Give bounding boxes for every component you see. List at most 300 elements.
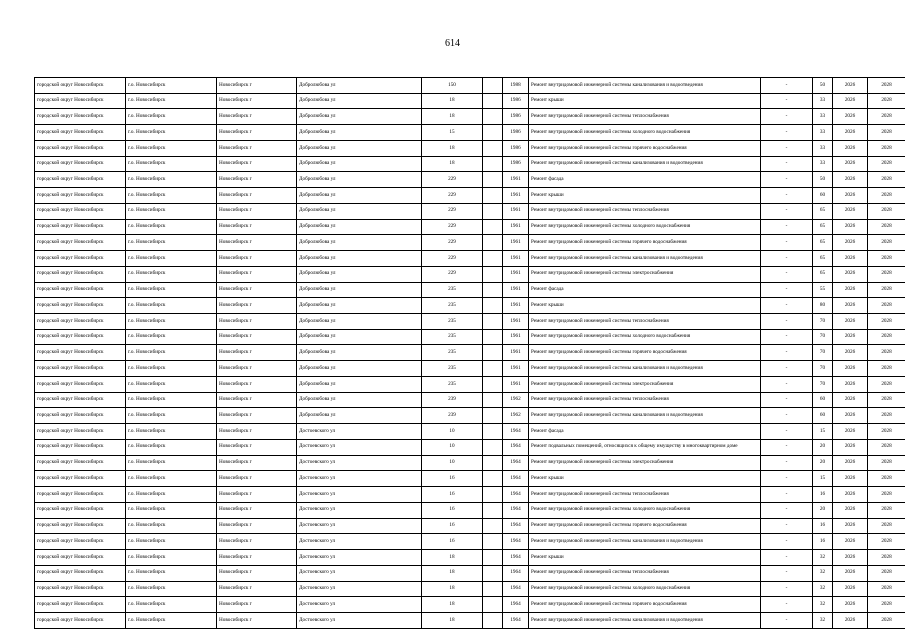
municipality-cell: городской округ Новосибирск (35, 439, 126, 455)
end-year-cell: 2028 (868, 471, 905, 487)
district-cell: г.о. Новосибирск (126, 235, 217, 251)
table-row (35, 392, 905, 408)
end-year-cell: 2028 (868, 550, 905, 566)
municipality-cell: городской округ Новосибирск (35, 235, 126, 251)
district-cell: г.о. Новосибирск (126, 597, 217, 613)
house-number-cell: 18 (422, 612, 483, 628)
year-cell: 1961 (503, 298, 529, 314)
city-cell: Новосибирск г (217, 487, 297, 503)
district-cell: г.о. Новосибирск (126, 502, 217, 518)
municipality-cell: городской округ Новосибирск (35, 361, 126, 377)
house-number-cell: 18 (422, 140, 483, 156)
area-cell: 70 (813, 376, 833, 392)
start-year-cell: 2026 (833, 329, 868, 345)
house-number-cell: 229 (422, 251, 483, 267)
building-cell (483, 329, 503, 345)
city-cell: Новосибирск г (217, 376, 297, 392)
year-cell: 1964 (503, 612, 529, 628)
start-year-cell: 2026 (833, 376, 868, 392)
table-row (35, 581, 905, 597)
municipality-cell: городской округ Новосибирск (35, 455, 126, 471)
start-year-cell: 2026 (833, 109, 868, 125)
city-cell: Новосибирск г (217, 502, 297, 518)
house-number-cell: 235 (422, 298, 483, 314)
end-year-cell: 2028 (868, 93, 905, 109)
start-year-cell: 2026 (833, 251, 868, 267)
start-year-cell: 2026 (833, 502, 868, 518)
table-row (35, 109, 905, 125)
building-cell (483, 424, 503, 440)
district-cell: г.о. Новосибирск (126, 392, 217, 408)
district-cell: г.о. Новосибирск (126, 172, 217, 188)
mark-cell: - (761, 361, 813, 377)
district-cell: г.о. Новосибирск (126, 487, 217, 503)
municipality-cell: городской округ Новосибирск (35, 345, 126, 361)
building-cell (483, 392, 503, 408)
work-type-cell: Ремонт подвальных помещений, относящихся к общему имуществу в многоквартирном доме (529, 439, 761, 455)
work-type-cell: Ремонт внутридомовой инженерной системы холодного водоснабжения (529, 125, 761, 141)
start-year-cell: 2026 (833, 298, 868, 314)
work-type-cell: Ремонт внутридомовой инженерной системы канализования и водоотведения (529, 78, 761, 94)
start-year-cell: 2026 (833, 266, 868, 282)
house-number-cell: 229 (422, 235, 483, 251)
city-cell: Новосибирск г (217, 219, 297, 235)
house-number-cell: 16 (422, 471, 483, 487)
start-year-cell: 2026 (833, 361, 868, 377)
building-cell (483, 140, 503, 156)
street-cell: Добролюбова ул (297, 172, 422, 188)
district-cell: г.о. Новосибирск (126, 455, 217, 471)
table-row (35, 612, 905, 628)
district-cell: г.о. Новосибирск (126, 109, 217, 125)
year-cell: 1961 (503, 329, 529, 345)
mark-cell: - (761, 565, 813, 581)
work-type-cell: Ремонт крыши (529, 550, 761, 566)
city-cell: Новосибирск г (217, 329, 297, 345)
work-type-cell: Ремонт внутридомовой инженерной системы теплоснабжения (529, 565, 761, 581)
end-year-cell: 2028 (868, 424, 905, 440)
start-year-cell: 2026 (833, 282, 868, 298)
street-cell: Добролюбова ул (297, 188, 422, 204)
street-cell: Добролюбова ул (297, 109, 422, 125)
house-number-cell: 235 (422, 314, 483, 330)
work-type-cell: Ремонт внутридомовой инженерной системы электроснабжения (529, 266, 761, 282)
municipality-cell: городской округ Новосибирск (35, 203, 126, 219)
district-cell: г.о. Новосибирск (126, 156, 217, 172)
municipality-cell: городской округ Новосибирск (35, 518, 126, 534)
mark-cell: - (761, 612, 813, 628)
table-row (35, 298, 905, 314)
work-type-cell: Ремонт внутридомовой инженерной системы канализования и водоотведения (529, 534, 761, 550)
work-type-cell: Ремонт фасада (529, 172, 761, 188)
city-cell: Новосибирск г (217, 251, 297, 267)
house-number-cell: 18 (422, 550, 483, 566)
work-type-cell: Ремонт внутридомовой инженерной системы холодного водоснабжения (529, 502, 761, 518)
start-year-cell: 2026 (833, 455, 868, 471)
start-year-cell: 2026 (833, 156, 868, 172)
start-year-cell: 2026 (833, 235, 868, 251)
start-year-cell: 2026 (833, 345, 868, 361)
area-cell: 70 (813, 329, 833, 345)
work-type-cell: Ремонт фасада (529, 282, 761, 298)
year-cell: 1961 (503, 219, 529, 235)
area-cell: 50 (813, 78, 833, 94)
start-year-cell: 2026 (833, 581, 868, 597)
municipality-cell: городской округ Новосибирск (35, 565, 126, 581)
building-cell (483, 282, 503, 298)
city-cell: Новосибирск г (217, 314, 297, 330)
year-cell: 1961 (503, 376, 529, 392)
area-cell: 32 (813, 550, 833, 566)
year-cell: 1986 (503, 109, 529, 125)
house-number-cell: 229 (422, 219, 483, 235)
street-cell: Достоевского ул (297, 518, 422, 534)
city-cell: Новосибирск г (217, 156, 297, 172)
street-cell: Достоевского ул (297, 597, 422, 613)
end-year-cell: 2028 (868, 408, 905, 424)
street-cell: Достоевского ул (297, 502, 422, 518)
work-type-cell: Ремонт внутридомовой инженерной системы холодного водоснабжения (529, 329, 761, 345)
district-cell: г.о. Новосибирск (126, 581, 217, 597)
year-cell: 1962 (503, 408, 529, 424)
building-cell (483, 487, 503, 503)
mark-cell: - (761, 345, 813, 361)
city-cell: Новосибирск г (217, 266, 297, 282)
mark-cell: - (761, 156, 813, 172)
work-type-cell: Ремонт внутридомовой инженерной системы канализования и водоотведения (529, 251, 761, 267)
district-cell: г.о. Новосибирск (126, 345, 217, 361)
start-year-cell: 2026 (833, 392, 868, 408)
city-cell: Новосибирск г (217, 439, 297, 455)
area-cell: 33 (813, 109, 833, 125)
house-number-cell: 235 (422, 361, 483, 377)
work-type-cell: Ремонт внутридомовой инженерной системы горячего водоснабжения (529, 235, 761, 251)
house-number-cell: 18 (422, 597, 483, 613)
mark-cell: - (761, 172, 813, 188)
house-number-cell: 235 (422, 345, 483, 361)
mark-cell: - (761, 314, 813, 330)
district-cell: г.о. Новосибирск (126, 282, 217, 298)
year-cell: 1961 (503, 188, 529, 204)
end-year-cell: 2028 (868, 140, 905, 156)
end-year-cell: 2028 (868, 376, 905, 392)
mark-cell: - (761, 219, 813, 235)
table-row (35, 329, 905, 345)
building-cell (483, 235, 503, 251)
district-cell: г.о. Новосибирск (126, 424, 217, 440)
street-cell: Добролюбова ул (297, 408, 422, 424)
district-cell: г.о. Новосибирск (126, 612, 217, 628)
building-cell (483, 251, 503, 267)
year-cell: 1961 (503, 172, 529, 188)
municipality-cell: городской округ Новосибирск (35, 502, 126, 518)
start-year-cell: 2026 (833, 550, 868, 566)
mark-cell: - (761, 424, 813, 440)
table-body (35, 78, 905, 629)
mark-cell: - (761, 125, 813, 141)
area-cell: 60 (813, 188, 833, 204)
area-cell: 65 (813, 266, 833, 282)
street-cell: Достоевского ул (297, 424, 422, 440)
area-cell: 16 (813, 534, 833, 550)
end-year-cell: 2028 (868, 329, 905, 345)
end-year-cell: 2028 (868, 455, 905, 471)
house-number-cell: 229 (422, 203, 483, 219)
building-cell (483, 408, 503, 424)
area-cell: 16 (813, 487, 833, 503)
work-type-cell: Ремонт внутридомовой инженерной системы горячего водоснабжения (529, 140, 761, 156)
mark-cell: - (761, 597, 813, 613)
building-cell (483, 219, 503, 235)
municipality-cell: городской округ Новосибирск (35, 424, 126, 440)
house-number-cell: 235 (422, 282, 483, 298)
work-type-cell: Ремонт внутридомовой инженерной системы теплоснабжения (529, 109, 761, 125)
house-number-cell: 15 (422, 125, 483, 141)
municipality-cell: городской округ Новосибирск (35, 282, 126, 298)
street-cell: Достоевского ул (297, 550, 422, 566)
street-cell: Добролюбова ул (297, 376, 422, 392)
district-cell: г.о. Новосибирск (126, 219, 217, 235)
year-cell: 1964 (503, 597, 529, 613)
district-cell: г.о. Новосибирск (126, 188, 217, 204)
mark-cell: - (761, 408, 813, 424)
house-number-cell: 235 (422, 376, 483, 392)
work-type-cell: Ремонт фасада (529, 424, 761, 440)
street-cell: Добролюбова ул (297, 93, 422, 109)
mark-cell: - (761, 329, 813, 345)
city-cell: Новосибирск г (217, 282, 297, 298)
work-type-cell: Ремонт внутридомовой инженерной системы электроснабжения (529, 376, 761, 392)
area-cell: 33 (813, 125, 833, 141)
year-cell: 1986 (503, 93, 529, 109)
building-cell (483, 345, 503, 361)
area-cell: 70 (813, 314, 833, 330)
building-cell (483, 550, 503, 566)
mark-cell: - (761, 534, 813, 550)
start-year-cell: 2026 (833, 125, 868, 141)
house-number-cell: 16 (422, 518, 483, 534)
table-row (35, 502, 905, 518)
work-type-cell: Ремонт внутридомовой инженерной системы горячего водоснабжения (529, 518, 761, 534)
street-cell: Достоевского ул (297, 471, 422, 487)
district-cell: г.о. Новосибирск (126, 78, 217, 94)
table-row (35, 156, 905, 172)
street-cell: Добролюбова ул (297, 78, 422, 94)
area-cell: 65 (813, 219, 833, 235)
year-cell: 1962 (503, 392, 529, 408)
end-year-cell: 2028 (868, 612, 905, 628)
city-cell: Новосибирск г (217, 93, 297, 109)
municipality-cell: городской округ Новосибирск (35, 125, 126, 141)
table-row (35, 188, 905, 204)
work-type-cell: Ремонт внутридомовой инженерной системы канализования и водоотведения (529, 612, 761, 628)
building-cell (483, 314, 503, 330)
municipality-cell: городской округ Новосибирск (35, 376, 126, 392)
municipality-cell: городской округ Новосибирск (35, 78, 126, 94)
street-cell: Добролюбова ул (297, 392, 422, 408)
city-cell: Новосибирск г (217, 392, 297, 408)
table-row (35, 266, 905, 282)
end-year-cell: 2028 (868, 282, 905, 298)
street-cell: Достоевского ул (297, 565, 422, 581)
table-row (35, 597, 905, 613)
municipality-cell: городской округ Новосибирск (35, 140, 126, 156)
end-year-cell: 2028 (868, 109, 905, 125)
end-year-cell: 2028 (868, 266, 905, 282)
district-cell: г.о. Новосибирск (126, 251, 217, 267)
work-type-cell: Ремонт крыши (529, 188, 761, 204)
mark-cell: - (761, 109, 813, 125)
end-year-cell: 2028 (868, 361, 905, 377)
building-cell (483, 156, 503, 172)
year-cell: 1961 (503, 361, 529, 377)
city-cell: Новосибирск г (217, 109, 297, 125)
municipality-cell: городской округ Новосибирск (35, 188, 126, 204)
street-cell: Добролюбова ул (297, 203, 422, 219)
table-row (35, 125, 905, 141)
municipality-cell: городской округ Новосибирск (35, 392, 126, 408)
end-year-cell: 2028 (868, 125, 905, 141)
area-cell: 60 (813, 408, 833, 424)
work-type-cell: Ремонт крыши (529, 298, 761, 314)
table-row (35, 455, 905, 471)
mark-cell: - (761, 392, 813, 408)
building-cell (483, 597, 503, 613)
street-cell: Достоевского ул (297, 439, 422, 455)
year-cell: 1964 (503, 424, 529, 440)
municipality-cell: городской округ Новосибирск (35, 298, 126, 314)
work-type-cell: Ремонт внутридомовой инженерной системы теплоснабжения (529, 203, 761, 219)
table-row (35, 518, 905, 534)
table-row (35, 361, 905, 377)
city-cell: Новосибирск г (217, 408, 297, 424)
municipality-cell: городской округ Новосибирск (35, 597, 126, 613)
page-number: 614 (445, 38, 460, 49)
work-type-cell: Ремонт внутридомовой инженерной системы горячего водоснабжения (529, 345, 761, 361)
district-cell: г.о. Новосибирск (126, 471, 217, 487)
end-year-cell: 2028 (868, 392, 905, 408)
house-number-cell: 239 (422, 392, 483, 408)
city-cell: Новосибирск г (217, 125, 297, 141)
year-cell: 1988 (503, 78, 529, 94)
year-cell: 1961 (503, 203, 529, 219)
street-cell: Добролюбова ул (297, 266, 422, 282)
building-cell (483, 565, 503, 581)
year-cell: 1964 (503, 581, 529, 597)
end-year-cell: 2028 (868, 235, 905, 251)
building-cell (483, 518, 503, 534)
year-cell: 1961 (503, 282, 529, 298)
table-row (35, 534, 905, 550)
house-number-cell: 10 (422, 424, 483, 440)
street-cell: Добролюбова ул (297, 282, 422, 298)
start-year-cell: 2026 (833, 424, 868, 440)
table-row (35, 345, 905, 361)
start-year-cell: 2026 (833, 203, 868, 219)
street-cell: Добролюбова ул (297, 345, 422, 361)
area-cell: 50 (813, 172, 833, 188)
street-cell: Достоевского ул (297, 581, 422, 597)
municipality-cell: городской округ Новосибирск (35, 109, 126, 125)
end-year-cell: 2028 (868, 314, 905, 330)
mark-cell: - (761, 266, 813, 282)
municipality-cell: городской округ Новосибирск (35, 172, 126, 188)
end-year-cell: 2028 (868, 534, 905, 550)
area-cell: 70 (813, 361, 833, 377)
year-cell: 1964 (503, 518, 529, 534)
end-year-cell: 2028 (868, 439, 905, 455)
table-row (35, 376, 905, 392)
area-cell: 33 (813, 156, 833, 172)
end-year-cell: 2028 (868, 518, 905, 534)
work-type-cell: Ремонт внутридомовой инженерной системы теплоснабжения (529, 314, 761, 330)
building-cell (483, 455, 503, 471)
house-number-cell: 16 (422, 487, 483, 503)
year-cell: 1964 (503, 471, 529, 487)
building-cell (483, 502, 503, 518)
building-cell (483, 188, 503, 204)
year-cell: 1986 (503, 156, 529, 172)
table-row (35, 235, 905, 251)
area-cell: 60 (813, 392, 833, 408)
start-year-cell: 2026 (833, 78, 868, 94)
end-year-cell: 2028 (868, 565, 905, 581)
year-cell: 1961 (503, 266, 529, 282)
district-cell: г.о. Новосибирск (126, 203, 217, 219)
start-year-cell: 2026 (833, 597, 868, 613)
area-cell: 15 (813, 424, 833, 440)
year-cell: 1961 (503, 345, 529, 361)
end-year-cell: 2028 (868, 581, 905, 597)
city-cell: Новосибирск г (217, 172, 297, 188)
table-row (35, 93, 905, 109)
municipality-cell: городской округ Новосибирск (35, 471, 126, 487)
house-number-cell: 239 (422, 408, 483, 424)
table-row (35, 203, 905, 219)
start-year-cell: 2026 (833, 408, 868, 424)
year-cell: 1964 (503, 565, 529, 581)
city-cell: Новосибирск г (217, 203, 297, 219)
area-cell: 20 (813, 502, 833, 518)
start-year-cell: 2026 (833, 219, 868, 235)
table-row (35, 471, 905, 487)
street-cell: Достоевского ул (297, 455, 422, 471)
house-number-cell: 229 (422, 266, 483, 282)
work-type-cell: Ремонт внутридомовой инженерной системы канализования и водоотведения (529, 361, 761, 377)
end-year-cell: 2028 (868, 251, 905, 267)
mark-cell: - (761, 140, 813, 156)
building-cell (483, 172, 503, 188)
area-cell: 65 (813, 235, 833, 251)
city-cell: Новосибирск г (217, 518, 297, 534)
building-cell (483, 78, 503, 94)
district-cell: г.о. Новосибирск (126, 534, 217, 550)
municipality-cell: городской округ Новосибирск (35, 612, 126, 628)
work-type-cell: Ремонт внутридомовой инженерной системы холодного водоснабжения (529, 219, 761, 235)
municipality-cell: городской округ Новосибирск (35, 93, 126, 109)
work-type-cell: Ремонт внутридомовой инженерной системы холодного водоснабжения (529, 581, 761, 597)
street-cell: Добролюбова ул (297, 219, 422, 235)
municipality-cell: городской округ Новосибирск (35, 408, 126, 424)
house-number-cell: 18 (422, 109, 483, 125)
mark-cell: - (761, 455, 813, 471)
city-cell: Новосибирск г (217, 361, 297, 377)
city-cell: Новосибирск г (217, 345, 297, 361)
city-cell: Новосибирск г (217, 534, 297, 550)
city-cell: Новосибирск г (217, 597, 297, 613)
table-row (35, 439, 905, 455)
house-number-cell: 18 (422, 93, 483, 109)
